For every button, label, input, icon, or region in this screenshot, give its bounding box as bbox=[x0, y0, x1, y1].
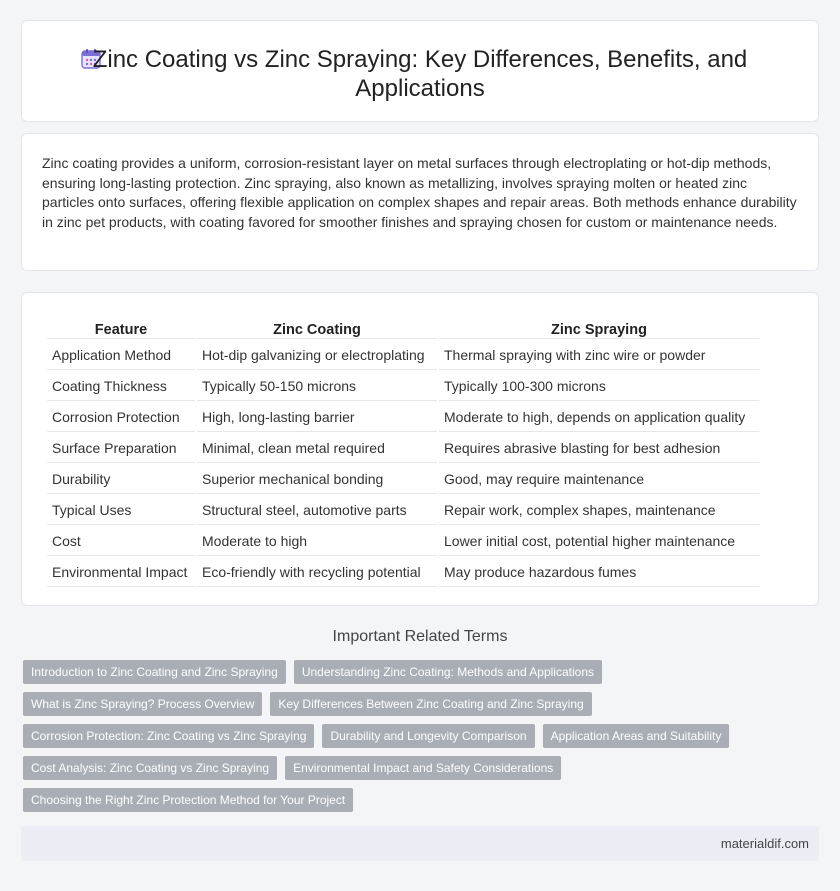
cell-feature: Cost bbox=[47, 527, 195, 556]
header-zinc-coating: Zinc Coating bbox=[197, 317, 437, 339]
cell-feature: Typical Uses bbox=[47, 496, 195, 525]
cell-zinc-spraying: Typically 100-300 microns bbox=[439, 372, 759, 401]
header-zinc-spraying: Zinc Spraying bbox=[439, 317, 759, 339]
footer-site-link[interactable]: materialdif.com bbox=[720, 836, 809, 851]
related-term-link[interactable]: Choosing the Right Zinc Protection Method for Your Project bbox=[23, 788, 353, 812]
cell-zinc-coating: Typically 50-150 microns bbox=[197, 372, 437, 401]
related-terms-list bbox=[23, 660, 783, 812]
cell-zinc-spraying: Requires abrasive blasting for best adhesion bbox=[439, 434, 759, 463]
table-row bbox=[47, 434, 759, 463]
table-row bbox=[47, 341, 759, 370]
related-term-link[interactable]: Introduction to Zinc Coating and Zinc Spraying bbox=[23, 660, 286, 684]
related-term-link[interactable]: Key Differences Between Zinc Coating and Zinc Spraying bbox=[270, 692, 591, 716]
cell-zinc-coating: Hot-dip galvanizing or electroplating bbox=[197, 341, 437, 370]
cell-zinc-coating: Superior mechanical bonding bbox=[197, 465, 437, 494]
cell-zinc-coating: Moderate to high bbox=[197, 527, 437, 556]
cell-feature: Surface Preparation bbox=[47, 434, 195, 463]
cell-zinc-spraying: May produce hazardous fumes bbox=[439, 558, 759, 587]
table-row bbox=[47, 496, 759, 525]
footer bbox=[21, 826, 819, 861]
cell-zinc-coating: Structural steel, automotive parts bbox=[197, 496, 437, 525]
cell-zinc-spraying: Moderate to high, depends on application quality bbox=[439, 403, 759, 432]
table-row bbox=[47, 527, 759, 556]
related-term-link[interactable]: Understanding Zinc Coating: Methods and Applications bbox=[294, 660, 602, 684]
related-term-link[interactable]: Environmental Impact and Safety Considerations bbox=[285, 756, 561, 780]
cell-feature: Application Method bbox=[47, 341, 195, 370]
related-term-link[interactable]: Application Areas and Suitability bbox=[543, 724, 730, 748]
cell-zinc-coating: Minimal, clean metal required bbox=[197, 434, 437, 463]
cell-zinc-spraying: Repair work, complex shapes, maintenance bbox=[439, 496, 759, 525]
related-term-link[interactable]: What is Zinc Spraying? Process Overview bbox=[23, 692, 262, 716]
intro-card bbox=[21, 133, 819, 271]
cell-feature: Coating Thickness bbox=[47, 372, 195, 401]
comparison-table-card bbox=[21, 292, 819, 606]
table-row bbox=[47, 558, 759, 587]
header-feature: Feature bbox=[47, 317, 195, 339]
page-title: Zinc Coating vs Zinc Spraying: Key Differences, Benefits, and Applications bbox=[92, 46, 748, 102]
related-term-link[interactable]: Durability and Longevity Comparison bbox=[322, 724, 534, 748]
related-term-link[interactable]: Corrosion Protection: Zinc Coating vs Zinc Spraying bbox=[23, 724, 314, 748]
title-card bbox=[21, 20, 819, 122]
cell-feature: Environmental Impact bbox=[47, 558, 195, 587]
related-term-link[interactable]: Cost Analysis: Zinc Coating vs Zinc Spraying bbox=[23, 756, 277, 780]
intro-paragraph: Zinc coating provides a uniform, corrosion-resistant layer on metal surfaces through electroplating or hot-dip methods, ensuring long-lasting protection. Zinc spraying, also known as metallizing, involves spraying molten or heated zinc particles onto surfaces, offering flexible application on complex shapes and repair areas. Both methods enhance durability in zinc pet products, with coating favored for smoother finishes and spraying chosen for custom or maintenance needs. bbox=[42, 155, 797, 230]
table-row bbox=[47, 372, 759, 401]
related-terms-heading: Important Related Terms bbox=[332, 628, 508, 645]
cell-zinc-coating: High, long-lasting barrier bbox=[197, 403, 437, 432]
comparison-table bbox=[45, 315, 761, 589]
cell-feature: Corrosion Protection bbox=[47, 403, 195, 432]
cell-feature: Durability bbox=[47, 465, 195, 494]
table-header-row bbox=[47, 317, 759, 339]
table-row bbox=[47, 403, 759, 432]
table-row bbox=[47, 465, 759, 494]
cell-zinc-spraying: Lower initial cost, potential higher maintenance bbox=[439, 527, 759, 556]
cell-zinc-spraying: Thermal spraying with zinc wire or powder bbox=[439, 341, 759, 370]
cell-zinc-coating: Eco-friendly with recycling potential bbox=[197, 558, 437, 587]
cell-zinc-spraying: Good, may require maintenance bbox=[439, 465, 759, 494]
